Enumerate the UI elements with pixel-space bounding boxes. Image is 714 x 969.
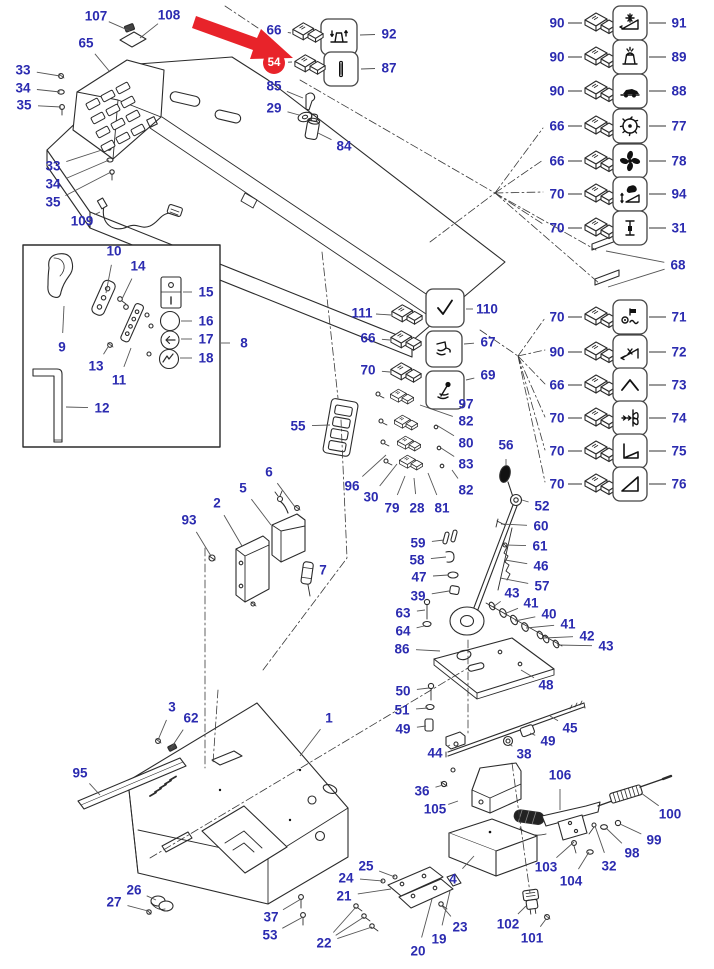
rocker-switch-glyph bbox=[585, 116, 617, 137]
part-label-42: 42 bbox=[579, 628, 595, 644]
part-label-66-left: 66 bbox=[549, 118, 565, 134]
part-label-79: 79 bbox=[384, 500, 400, 516]
leader-line bbox=[312, 425, 330, 426]
rocker-switch-glyph bbox=[585, 307, 617, 328]
leader-line bbox=[277, 483, 295, 507]
part-label-43: 43 bbox=[504, 585, 520, 601]
part-label-24: 24 bbox=[338, 870, 354, 886]
part-label-105: 105 bbox=[423, 801, 447, 817]
part-label-31-right: 31 bbox=[671, 220, 687, 236]
switch-icon-box bbox=[426, 289, 464, 327]
leader-line bbox=[500, 578, 528, 583]
leader-line bbox=[608, 269, 665, 287]
leader-line bbox=[140, 24, 158, 38]
part-label-67: 67 bbox=[480, 334, 496, 350]
part-label-30: 30 bbox=[363, 489, 379, 505]
leader-line bbox=[462, 856, 474, 869]
rocker-switch-glyph bbox=[397, 436, 420, 451]
part-label-75-right: 75 bbox=[671, 443, 687, 459]
part-label-76-right: 76 bbox=[671, 476, 687, 492]
leader-line bbox=[493, 601, 501, 607]
part-label-33: 33 bbox=[15, 62, 31, 78]
leader-line bbox=[358, 889, 391, 894]
part-label-70-left: 70 bbox=[549, 410, 565, 426]
part-label-59: 59 bbox=[410, 535, 426, 551]
part-label-91-right: 91 bbox=[671, 15, 687, 31]
rocker-switch-glyph bbox=[585, 474, 617, 495]
part-label-49: 49 bbox=[395, 721, 411, 737]
leader-line bbox=[431, 557, 446, 559]
part-label-70-left: 70 bbox=[549, 443, 565, 459]
part-label-63: 63 bbox=[395, 605, 411, 621]
leader-line bbox=[620, 824, 641, 834]
switch-row-90-72 bbox=[568, 335, 666, 369]
leader-line bbox=[522, 500, 529, 502]
switch-row-66-78 bbox=[568, 144, 666, 178]
switch-icon-box bbox=[613, 6, 647, 40]
part-label-70: 70 bbox=[360, 362, 376, 378]
switch-icon-box bbox=[613, 368, 647, 402]
part-label-65: 65 bbox=[78, 35, 94, 51]
part-label-64: 64 bbox=[395, 623, 411, 639]
leader-line bbox=[337, 927, 372, 939]
console-rocker-button bbox=[116, 132, 131, 144]
console-rocker-button bbox=[116, 82, 131, 94]
part-label-41: 41 bbox=[560, 616, 576, 632]
part-label-12: 12 bbox=[94, 400, 110, 416]
part-label-81: 81 bbox=[434, 500, 450, 516]
leader-line bbox=[504, 608, 518, 614]
leader-line bbox=[104, 347, 109, 354]
leader-line bbox=[428, 473, 437, 495]
rocker-switch-glyph bbox=[391, 331, 421, 350]
switch-row-66-73 bbox=[568, 368, 666, 402]
console-rocker-button bbox=[101, 140, 116, 152]
console-rocker-button bbox=[106, 104, 121, 116]
leader-line bbox=[530, 733, 535, 735]
part-label-57: 57 bbox=[534, 578, 550, 594]
leader-line bbox=[360, 35, 375, 36]
part-label-93: 93 bbox=[181, 512, 197, 528]
leader-line bbox=[441, 448, 454, 457]
rocker-switch-glyph bbox=[585, 151, 617, 172]
part-label-98: 98 bbox=[624, 845, 640, 861]
leader-line bbox=[66, 160, 109, 179]
part-label-43: 43 bbox=[598, 638, 614, 654]
switch-icon-box bbox=[613, 434, 647, 468]
leader-line bbox=[336, 917, 364, 935]
leader-line bbox=[38, 106, 61, 107]
part-label-70-left: 70 bbox=[549, 186, 565, 202]
part-label-6: 6 bbox=[265, 464, 273, 480]
leader-line bbox=[333, 907, 356, 933]
leader-line bbox=[526, 625, 554, 628]
switch-row-70-76 bbox=[568, 467, 666, 501]
part-label-35: 35 bbox=[45, 194, 61, 210]
leader-line bbox=[109, 22, 130, 31]
switch-icon-box bbox=[613, 40, 647, 74]
part-label-13: 13 bbox=[88, 358, 104, 374]
part-label-70-left: 70 bbox=[549, 309, 565, 325]
switch-row-70-71 bbox=[568, 300, 666, 334]
part-label-33: 33 bbox=[45, 158, 61, 174]
leader-line bbox=[417, 626, 424, 628]
part-label-35: 35 bbox=[16, 97, 32, 113]
leader-line bbox=[417, 610, 425, 611]
rocker-switch-glyph bbox=[585, 47, 617, 68]
leader-line bbox=[432, 591, 449, 594]
switch-row-90-91 bbox=[568, 6, 666, 40]
part-label-97: 97 bbox=[458, 396, 474, 412]
blank-plate-icon bbox=[340, 62, 343, 77]
part-label-11: 11 bbox=[111, 372, 127, 388]
part-label-28: 28 bbox=[409, 500, 425, 516]
part-label-110: 110 bbox=[476, 301, 498, 317]
leader-line bbox=[288, 32, 291, 33]
rocker-switch-glyph bbox=[585, 184, 617, 205]
leader-line bbox=[641, 793, 659, 806]
leader-line bbox=[376, 314, 391, 315]
part-label-62: 62 bbox=[183, 710, 199, 726]
part-label-25: 25 bbox=[358, 858, 374, 874]
leader-line bbox=[518, 906, 526, 914]
part-label-107: 107 bbox=[84, 8, 108, 24]
leader-line bbox=[436, 785, 444, 787]
leader-line bbox=[37, 72, 60, 76]
leader-line bbox=[122, 279, 132, 299]
leader-line bbox=[95, 212, 101, 215]
part-label-109: 109 bbox=[70, 213, 94, 229]
part-label-66: 66 bbox=[266, 22, 282, 38]
part-label-89-right: 89 bbox=[671, 49, 687, 65]
leader-line bbox=[318, 133, 332, 140]
rocker-switch-glyph bbox=[585, 441, 617, 462]
leader-line bbox=[442, 891, 450, 925]
rocker-switch-glyph bbox=[394, 415, 417, 430]
part-label-78-right: 78 bbox=[671, 153, 687, 169]
leader-line bbox=[501, 524, 527, 525]
part-label-90-left: 90 bbox=[549, 15, 565, 31]
leader-line bbox=[287, 91, 303, 98]
leader-line bbox=[128, 906, 149, 911]
part-label-39: 39 bbox=[410, 588, 426, 604]
part-label-40: 40 bbox=[541, 606, 557, 622]
part-label-37: 37 bbox=[263, 909, 279, 925]
part-label-41: 41 bbox=[523, 595, 539, 611]
leader-line bbox=[433, 575, 448, 576]
part-label-49: 49 bbox=[540, 733, 556, 749]
leader-line bbox=[509, 744, 512, 746]
part-label-22: 22 bbox=[316, 935, 332, 951]
part-label-27: 27 bbox=[106, 894, 122, 910]
part-label-66-left: 66 bbox=[549, 377, 565, 393]
leader-line bbox=[382, 371, 390, 372]
part-label-5: 5 bbox=[239, 480, 247, 496]
part-label-111: 111 bbox=[351, 305, 373, 321]
part-label-82: 82 bbox=[458, 482, 474, 498]
switch-icon-box bbox=[613, 300, 647, 334]
console-rocker-button bbox=[121, 96, 136, 108]
leader-line bbox=[557, 645, 592, 646]
part-label-50: 50 bbox=[395, 683, 411, 699]
leader-line bbox=[505, 560, 527, 564]
part-label-103: 103 bbox=[534, 859, 558, 875]
part-label-10: 10 bbox=[106, 243, 122, 259]
leader-line bbox=[556, 842, 574, 858]
part-label-55: 55 bbox=[290, 418, 306, 434]
part-label-108: 108 bbox=[157, 7, 181, 23]
rocker-switch-glyph bbox=[293, 23, 323, 42]
part-label-18: 18 bbox=[198, 350, 214, 366]
part-label-95: 95 bbox=[72, 765, 88, 781]
leader-line bbox=[416, 650, 440, 651]
part-label-52: 52 bbox=[534, 498, 550, 514]
part-label-47: 47 bbox=[411, 569, 427, 585]
console-rocker-button bbox=[96, 126, 111, 138]
part-label-73-right: 73 bbox=[671, 377, 687, 393]
leader-line bbox=[606, 828, 622, 843]
part-label-15: 15 bbox=[198, 284, 214, 300]
leader-line bbox=[66, 407, 88, 408]
part-label-66: 66 bbox=[360, 330, 376, 346]
part-label-19: 19 bbox=[431, 931, 447, 947]
rocker-switch-glyph bbox=[392, 305, 422, 324]
leader-line bbox=[606, 251, 664, 262]
part-label-7: 7 bbox=[319, 562, 327, 578]
part-label-14: 14 bbox=[130, 258, 146, 274]
rocker-switch-glyph bbox=[295, 55, 325, 74]
part-label-106: 106 bbox=[548, 767, 572, 783]
leader-line bbox=[397, 476, 405, 495]
leader-line bbox=[417, 688, 429, 689]
switch-row-70-75 bbox=[568, 434, 666, 468]
part-label-99: 99 bbox=[646, 832, 662, 848]
leader-line bbox=[37, 90, 60, 93]
rocker-switch-glyph bbox=[585, 342, 617, 363]
rocker-switch-glyph bbox=[391, 363, 421, 382]
switch-row-70-94 bbox=[568, 177, 666, 211]
leader-line bbox=[466, 378, 474, 380]
part-label-70-left: 70 bbox=[549, 220, 565, 236]
rocker-switch-glyph bbox=[390, 389, 413, 404]
part-label-60: 60 bbox=[533, 518, 549, 534]
part-label-85: 85 bbox=[266, 78, 282, 94]
leader-line bbox=[422, 899, 432, 938]
part-label-32: 32 bbox=[601, 858, 617, 874]
part-label-23: 23 bbox=[452, 919, 468, 935]
part-label-38: 38 bbox=[516, 746, 532, 762]
leader-line bbox=[66, 148, 108, 162]
leader-line bbox=[300, 729, 321, 756]
leader-line bbox=[447, 745, 450, 746]
switch-row-70-31 bbox=[568, 211, 666, 245]
part-label-87: 87 bbox=[381, 60, 397, 76]
console-rocker-button bbox=[91, 112, 106, 124]
leader-line bbox=[438, 426, 454, 436]
leader-line bbox=[550, 716, 558, 721]
leader-line bbox=[63, 306, 64, 333]
part-label-34: 34 bbox=[45, 176, 61, 192]
part-label-92: 92 bbox=[381, 26, 397, 42]
part-label-94-right: 94 bbox=[671, 186, 687, 202]
leader-line bbox=[452, 470, 458, 479]
part-label-80: 80 bbox=[458, 435, 474, 451]
part-label-1: 1 bbox=[325, 710, 333, 726]
part-label-74-right: 74 bbox=[671, 410, 687, 426]
leader-line bbox=[414, 478, 416, 494]
leader-line bbox=[251, 499, 271, 525]
leader-line bbox=[147, 896, 156, 900]
part-label-51: 51 bbox=[394, 702, 410, 718]
part-label-77-right: 77 bbox=[671, 118, 687, 134]
leader-line bbox=[464, 343, 474, 344]
leader-line bbox=[158, 720, 167, 740]
leader-line bbox=[362, 455, 386, 477]
part-label-100: 100 bbox=[658, 806, 682, 822]
part-label-82: 82 bbox=[458, 413, 474, 429]
part-label-101: 101 bbox=[520, 930, 544, 946]
console-rocker-button bbox=[86, 98, 101, 110]
leader-line bbox=[124, 348, 131, 367]
part-label-102: 102 bbox=[496, 916, 520, 932]
part-label-61: 61 bbox=[532, 538, 548, 554]
part-label-4: 4 bbox=[449, 871, 457, 887]
switch-icon-box bbox=[321, 19, 357, 55]
leader-line bbox=[282, 917, 303, 928]
console-rocker-button bbox=[101, 90, 116, 102]
leader-line bbox=[196, 532, 211, 556]
leader-line bbox=[288, 112, 300, 115]
console-rocker-button bbox=[126, 110, 141, 122]
leader-line bbox=[95, 54, 110, 72]
part-label-66-left: 66 bbox=[549, 153, 565, 169]
part-label-53: 53 bbox=[262, 927, 278, 943]
leader-line bbox=[595, 826, 604, 853]
leader-line bbox=[417, 726, 426, 727]
leader-line bbox=[171, 730, 183, 748]
highlighted-part-label-54: 54 bbox=[263, 52, 285, 74]
rocker-switch-glyph bbox=[585, 375, 617, 396]
leader-line bbox=[507, 545, 526, 546]
part-label-20: 20 bbox=[410, 943, 426, 959]
leader-line bbox=[106, 265, 111, 293]
part-label-26: 26 bbox=[126, 882, 142, 898]
switch-row-90-89 bbox=[568, 40, 666, 74]
part-label-17: 17 bbox=[198, 331, 214, 347]
leader-line bbox=[515, 617, 535, 621]
part-label-56: 56 bbox=[498, 437, 514, 453]
part-label-36: 36 bbox=[414, 783, 430, 799]
leader-line bbox=[360, 879, 383, 881]
switch-row-90-88 bbox=[568, 74, 666, 108]
part-label-34: 34 bbox=[15, 80, 31, 96]
part-label-29: 29 bbox=[266, 100, 282, 116]
switch-row-70-74 bbox=[568, 401, 666, 435]
rocker-switch-glyph bbox=[399, 455, 422, 470]
leader-line bbox=[578, 852, 589, 869]
part-label-71-right: 71 bbox=[671, 309, 687, 325]
leader-line bbox=[416, 708, 428, 709]
leader-line bbox=[379, 871, 395, 877]
console-rocker-button bbox=[131, 124, 146, 136]
part-label-70-left: 70 bbox=[549, 476, 565, 492]
part-label-90-left: 90 bbox=[549, 49, 565, 65]
part-label-3: 3 bbox=[168, 699, 176, 715]
leader-line bbox=[283, 899, 301, 910]
part-label-83: 83 bbox=[458, 456, 474, 472]
part-label-90-left: 90 bbox=[549, 83, 565, 99]
part-label-46: 46 bbox=[533, 558, 549, 574]
rocker-switch-glyph bbox=[585, 13, 617, 34]
leader-line bbox=[361, 69, 375, 70]
console-rocker-button bbox=[111, 118, 126, 130]
part-label-16: 16 bbox=[198, 313, 214, 329]
leader-line bbox=[224, 515, 242, 546]
part-label-8: 8 bbox=[240, 335, 248, 351]
part-label-96: 96 bbox=[344, 478, 360, 494]
leader-line bbox=[448, 801, 458, 804]
leader-line bbox=[544, 637, 573, 638]
part-label-2: 2 bbox=[213, 495, 221, 511]
part-label-88-right: 88 bbox=[671, 83, 687, 99]
part-label-86: 86 bbox=[394, 641, 410, 657]
switch-row-66-77 bbox=[568, 109, 666, 143]
leader-line bbox=[432, 540, 444, 541]
leader-line bbox=[540, 919, 546, 927]
part-label-68: 68 bbox=[670, 257, 686, 273]
part-label-69: 69 bbox=[480, 367, 496, 383]
leader-line bbox=[521, 670, 534, 678]
rocker-switch-glyph bbox=[585, 81, 617, 102]
part-label-9: 9 bbox=[58, 339, 66, 355]
rocker-switch-glyph bbox=[585, 218, 617, 239]
rocker-switch-glyph bbox=[585, 408, 617, 429]
part-label-84: 84 bbox=[336, 138, 352, 154]
switch-icon-box bbox=[613, 177, 647, 211]
leader-line bbox=[380, 464, 397, 486]
part-label-21: 21 bbox=[336, 888, 352, 904]
part-label-104: 104 bbox=[559, 873, 583, 889]
part-label-45: 45 bbox=[562, 720, 578, 736]
part-label-72-right: 72 bbox=[671, 344, 687, 360]
leader-line bbox=[89, 783, 100, 795]
part-label-44: 44 bbox=[427, 745, 443, 761]
leader-line bbox=[382, 339, 390, 340]
part-label-90-left: 90 bbox=[549, 344, 565, 360]
part-label-48: 48 bbox=[538, 677, 554, 693]
part-label-58: 58 bbox=[409, 552, 425, 568]
